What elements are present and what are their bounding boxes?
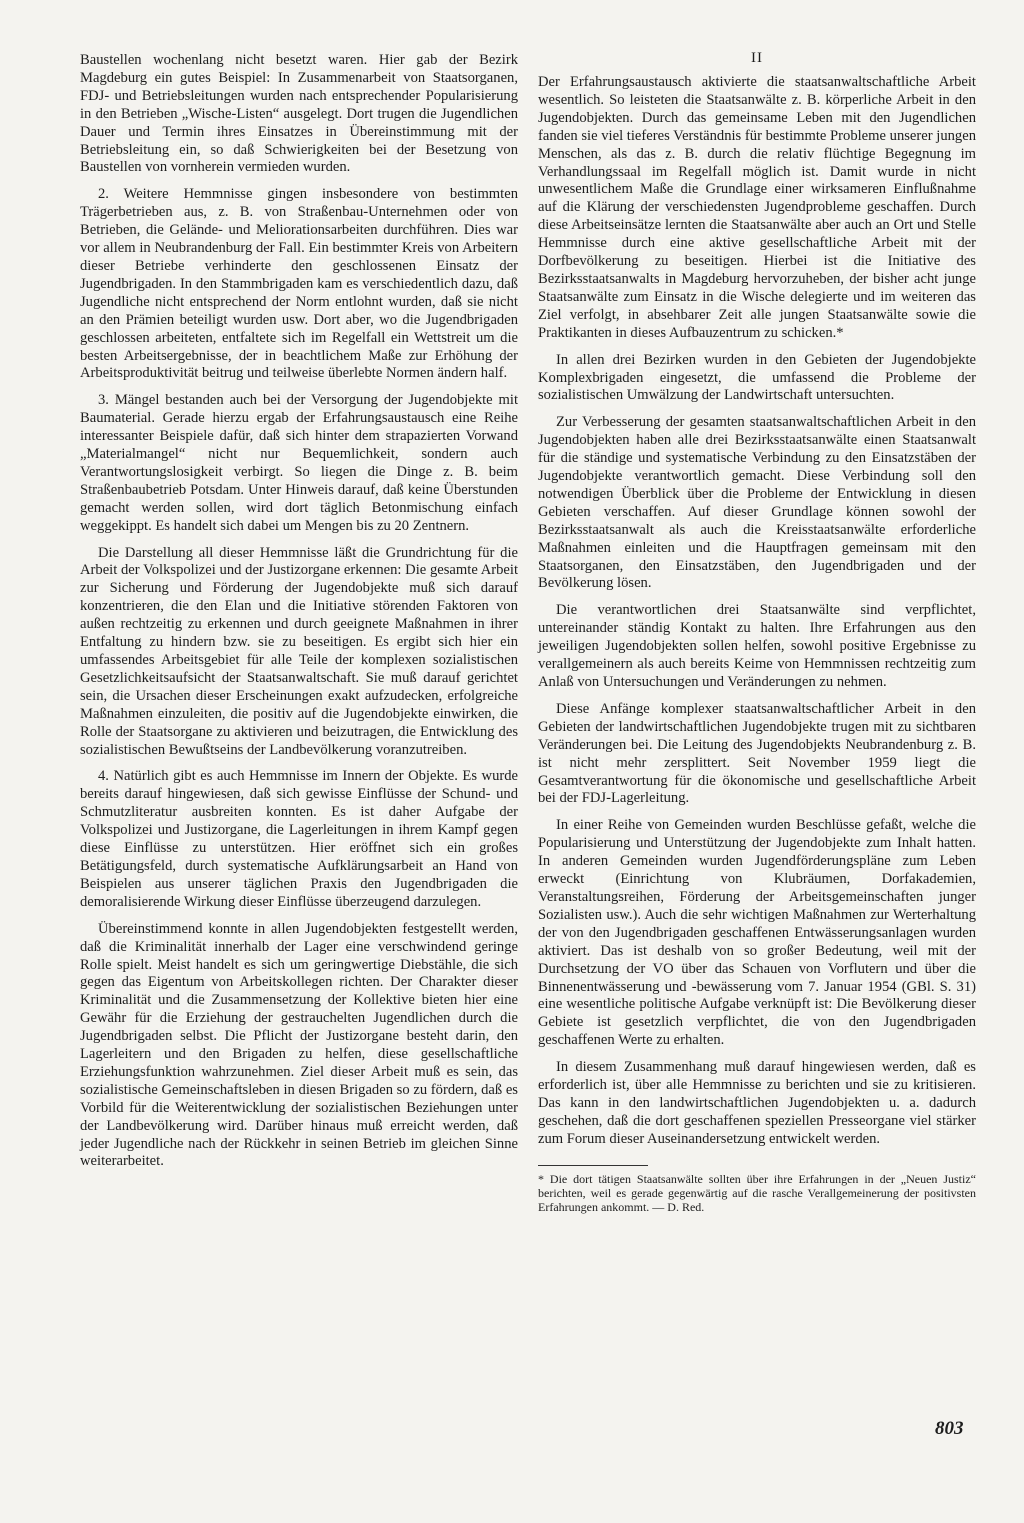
footnote: * Die dort tätigen Staatsanwälte sollten über ihre Erfahrungen in der „Neuen Justiz“ berichten, weil es gerade gegenwärtig auf die rasche Verallgemeinerung der positivsten Erfahrungen ankommt. — D. Red. — [538, 1171, 976, 1214]
paragraph: Die verantwortlichen drei Staatsanwälte sind verpflichtet, untereinander ständig Kontakt zu halten. Ihre Erfahrungen aus den jeweiligen Jugendobjekten sollen helfen, sowohl positive Ergebnisse zu verallgemeinern als auch bereits Keime von Hemmnissen rechtzeitig zum Anlaß von Untersuchungen und Veränderungen zu nehmen. — [538, 602, 976, 690]
page-number: 803 — [935, 1418, 964, 1439]
paragraph: Die Darstellung all dieser Hemmnisse läßt die Grundrichtung für die Arbeit der Volkspolizei und der Justizorgane erkennen: Die gesamte Arbeit zur Sicherung und Förderung der Jugendobjekte muß sich darauf konzentrieren, die den Elan und die Initiative störenden Faktoren von außen rechtzeitig zu erkennen und durch geeignete Maßnahmen in ihrer Entfaltung zu hindern bzw. sie zu beseitigen. Es ergibt sich hier ein umfassendes Arbeitsgebiet für alle Teile der komplexen sozialistischen Gesetzlichkeitsaufsicht der Staatsanwaltschaft. Sie muß darauf gerichtet sein, die Ursachen dieser Erscheinungen exakt aufzudecken, erfolgreiche Maßnahmen einzuleiten, die positiv auf die Jugendobjekte einwirken, die Rolle der Staatsorgane zu aktivieren und beizutragen, die Entwicklung des sozialistischen Bewußtseins der Landbevölkerung voranzutreiben. — [80, 544, 518, 758]
paragraph: Der Erfahrungsaustausch aktivierte die staatsanwaltschaftliche Arbeit wesentlich. So leisteten die Staatsanwälte z. B. körperliche Arbeit in den Jugendobjekten. Durch das gemeinsame Leben mit den Jugendlichen fanden sie viel tieferes Verständnis für bestimmte Probleme unserer jungen Menschen, als das z. B. durch die relativ flüchtige Begegnung im Verhandlungssaal im Regelfall möglich ist. Damit wurde in nicht unwesentlichem Maße die Grundlage einer wirksameren Einflußnahme auf die Klärung der verschiedensten Jugendprobleme geschaffen. Durch diese Arbeitseinsätze lernten die Staatsanwälte aber auch an Ort und Stelle Hemmnisse durch eine aktive gesellschaftliche Arbeit mit der Dorfbevölkerung zu beseitigen. Hierbei ist die Initiative des Bezirksstaatsanwalts in Magdeburg hervorzuheben, der bisher acht junge Staatsanwälte zum Einsatz in die Wische delegierte und im weiteren das Ziel verfolgt, in absehbarer Zeit alle jungen Staatsanwälte sowie die Praktikanten in dieses Aufbauzentrum zu schicken.* — [538, 74, 976, 341]
paragraph: Diese Anfänge komplexer staatsanwaltschaftlicher Arbeit in den Gebieten der landwirtschaftlichen Jugendobjekte trugen mit zu sichtbaren Veränderungen bei. Die Leitung des Jugendobjekts Neubrandenburg z. B. ist nicht mehr zersplittert. Seit November 1959 liegt die Gesamtverantwortung für die ökonomische und gesellschaftliche Arbeit bei der FDJ-Lagerleitung. — [538, 700, 976, 807]
paragraph: 2. Weitere Hemmnisse gingen insbesondere von bestimmten Trägerbetrieben aus, z. B. von Straßenbau-Unternehmen oder von Betrieben, die Gelände- und Meliorationsarbeiten durchführen. Dies war vor allem in Neubrandenburg der Fall. Ein bestimmter Kreis von Arbeitern dieser Betriebe verhinderte den geschlossenen Einsatz der Jugendbrigaden. In den Stammbrigaden kam es verschiedentlich dazu, daß Jugendliche nicht entsprechend der Norm entlohnt wurden, daß sie nicht an den Prämien beteiligt wurden usw. Dort aber, wo die Jugendbrigaden geschlossen arbeiteten, entfaltete sich im Regelfall ein Wettstreit um die besten Arbeitsergebnisse, der in beachtlichem Maße zur Erhöhung der Arbeitsproduktivität beitrug und teilweise überlebte Normen ändern half. — [80, 186, 518, 382]
section-heading: II — [751, 50, 763, 66]
paragraph: In einer Reihe von Gemeinden wurden Beschlüsse gefaßt, welche die Popularisierung und Unterstützung der Jugendobjekte zum Inhalt hatten. In anderen Gemeinden wurden Jugendförderungspläne zum Leben erweckt (Einrichtung von Klubräumen, Dorfakademien, Veranstaltungsreihen, Förderung der Arbeitsgemeinschaften junger Sozialisten usw.). Auch die sehr wichtigen Maßnahmen zur Werterhaltung der von den Jugendbrigaden geschaffenen Entwässerungsanlagen wurden aktiviert. Das ist deshalb von so großer Bedeutung, weil mit der Durchsetzung der VO über das Schauen von Vorflutern und über die Binnenentwässerung und -bewässerung vom 7. Januar 1954 (GBl. S. 31) eine wesentliche politische Aufgabe verknüpft ist: Die Bevölkerung dieser Gebiete ist gesetzlich verpflichtet, die von den Jugendbrigaden geschaffenen Werte zu erhalten. — [538, 817, 976, 1049]
paragraph: In allen drei Bezirken wurden in den Gebieten der Jugendobjekte Komplexbrigaden eingesetzt, die umfassend die Probleme der sozialistischen Umwälzung der Landwirtschaft untersuchten. — [538, 351, 976, 404]
paragraph: 3. Mängel bestanden auch bei der Versorgung der Jugendobjekte mit Baumaterial. Gerade hierzu ergab der Erfahrungsaustausch eine Reihe interessanter Beispiele dafür, daß sich hinter dem strapazierten Vorwand „Materialmangel“ nicht nur Bequemlichkeit, sondern auch Verantwortungslosigkeit verbirgt. So liegen die Dinge z. B. beim Straßenbaubetrieb Potsdam. Unter Hinweis darauf, daß keine Überstunden gemacht werden sollen, wird dort täglich Betonmischung einfach weggekippt. Es handelt sich dabei um Mengen bis zu 20 Zentnern. — [80, 392, 518, 534]
paragraph: Zur Verbesserung der gesamten staatsanwaltschaftlichen Arbeit in den Jugendobjekten haben alle drei Bezirksstaatsanwälte einen Staatsanwalt für die ständige und systematische Verbindung zu den Einsatzstäben der Jugendobjekte verantwortlich gemacht. Diese Verbindung soll den notwendigen Überblick über die Probleme der Entwicklung in diesen Gebieten verschaffen. Auf dieser Grundlage können sowohl der Bezirksstaatsanwalt als auch die Kreisstaatsanwälte erforderliche Maßnahmen einleiten und die Hauptfragen gemeinsam mit den Staatsorganen, den Einsatzstäben, den Jugendbrigaden und der Bevölkerung lösen. — [538, 414, 976, 592]
paragraph: In diesem Zusammenhang muß darauf hingewiesen werden, daß es erforderlich ist, über alle Hemmnisse zu berichten und sie zu kritisieren. Das kann in den landwirtschaftlichen Jugendobjekten u. a. dadurch geschehen, daß die dort geschaffenen speziellen Presseorgane viel stärker zum Forum dieser Auseinandersetzung entwickelt werden. — [538, 1059, 976, 1147]
left-column — [80, 52, 518, 1180]
paragraph: Baustellen wochenlang nicht besetzt waren. Hier gab der Bezirk Magdeburg ein gutes Beispiel: In Zusammenarbeit von Staatsorganen, FDJ- und Betriebsleitungen wurden nach entsprechender Popularisierung in den Betrieben „Wische-Listen“ ausgelegt. Dort trugen die Jugendlichen Dauer und Termin ihres Einsatzes in Übereinstimmung mit der Betriebsleitung ein, so daß Schwierigkeiten bei der Besetzung von Baustellen von vornherein vermieden wurden. — [80, 52, 518, 176]
footnote-divider — [538, 1165, 648, 1166]
paragraph: 4. Natürlich gibt es auch Hemmnisse im Innern der Objekte. Es wurde bereits darauf hingewiesen, daß sich gewisse Einflüsse der Schund- und Schmutzliteratur ausbreiten konnten. Es ist daher Aufgabe der Volkspolizei und Justizorgane, die Lagerleitungen in ihrem Kampf gegen diese Einflüsse zu unterstützen. Hier eröffnet sich ein großes Betätigungsfeld, durch systematische Aufklärungsarbeit an Hand von Beispielen aus unserer täglichen Praxis den Jugendbrigaden die demoralisierende Wirkung dieser Einflüsse überzeugend darzulegen. — [80, 768, 518, 910]
paragraph: Übereinstimmend konnte in allen Jugendobjekten festgestellt werden, daß die Kriminalität innerhalb der Lager eine verschwindend geringe Rolle spielt. Meist handelt es sich um geringwertige Diebstähle, die sich gegen das Eigentum von Arbeitskollegen richten. Der Charakter dieser Kriminalität und die Zusammensetzung der Kollektive bieten hier eine Gewähr für die Erziehung der gestrauchelten Jugendlichen durch die Jugendbrigaden selbst. Die Pflicht der Justizorgane besteht darin, den Lagerleitern und den Brigaden zu helfen, diese gesellschaftliche Erziehungsfunktion wahrzunehmen. Ziel dieser Arbeit muß es sein, das sozialistische Gemeinschaftsleben in diesen Brigaden so zu fördern, daß es Vorbild für die Weiterentwicklung der sozialistischen Beziehungen unter der Landbevölkerung wird. Darüber hinaus muß erreicht werden, daß jeder Jugendliche nach der Rückkehr in seinen Betrieb im gleichen Sinne weiterarbeitet. — [80, 920, 518, 1170]
right-column — [538, 74, 976, 1223]
